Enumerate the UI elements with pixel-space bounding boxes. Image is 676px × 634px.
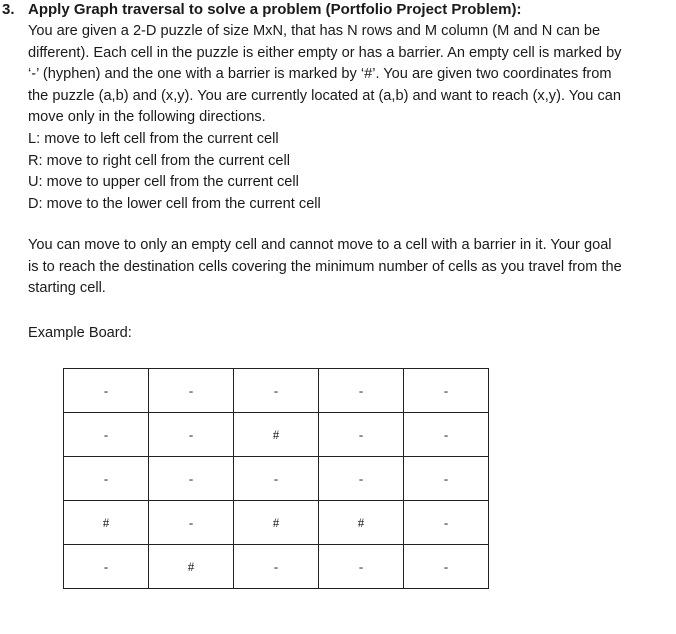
intro-line: move only in the following directions.	[28, 109, 266, 126]
problem-description	[28, 21, 668, 215]
board-row	[64, 457, 489, 501]
direction-down: D: move to the lower cell from the current cell	[28, 195, 321, 212]
goal-description	[28, 235, 668, 300]
board-cell-empty: -	[64, 413, 149, 457]
board-cell-empty: -	[319, 369, 404, 413]
board-cell-empty: -	[404, 413, 489, 457]
board-cell-empty: -	[149, 501, 234, 545]
problem-number: 3.	[2, 1, 15, 18]
board-cell-empty: -	[149, 369, 234, 413]
board-cell-barrier: #	[234, 501, 319, 545]
board-cell-empty: -	[234, 545, 319, 589]
board-cell-empty: -	[319, 413, 404, 457]
problem-heading	[2, 0, 521, 20]
board-cell-empty: -	[319, 545, 404, 589]
board-cell-empty: -	[319, 457, 404, 501]
board-cell-empty: -	[234, 457, 319, 501]
board-row	[64, 369, 489, 413]
intro-line: different). Each cell in the puzzle is either empty or has a barrier. An empty cell is marked by	[28, 44, 622, 61]
board-cell-empty: -	[64, 369, 149, 413]
board-cell-empty: -	[404, 501, 489, 545]
goal-line: starting cell.	[28, 280, 106, 297]
direction-up: U: move to upper cell from the current cell	[28, 174, 299, 191]
board-row	[64, 545, 489, 589]
board-cell-empty: -	[64, 457, 149, 501]
intro-line: ‘-’ (hyphen) and the one with a barrier is marked by ‘#’. You are given two coordinates from	[28, 66, 612, 83]
goal-line: You can move to only an empty cell and cannot move to a cell with a barrier in it. Your goal	[28, 237, 612, 253]
example-board-label: Example Board:	[28, 325, 132, 341]
board-cell-empty: -	[149, 413, 234, 457]
problem-title: Apply Graph traversal to solve a problem (Portfolio Project Problem):	[28, 1, 522, 18]
board-row	[64, 501, 489, 545]
board-cell-empty: -	[404, 369, 489, 413]
goal-line: is to reach the destination cells covering the minimum number of cells as you travel from the	[28, 258, 622, 275]
board-cell-empty: -	[64, 545, 149, 589]
board-cell-empty: -	[234, 369, 319, 413]
board-cell-empty: -	[404, 457, 489, 501]
direction-right: R: move to right cell from the current cell	[28, 152, 290, 169]
direction-left: L: move to left cell from the current cell	[28, 130, 279, 147]
board-cell-barrier: #	[64, 501, 149, 545]
board-cell-empty: -	[404, 545, 489, 589]
board-cell-barrier: #	[234, 413, 319, 457]
board-cell-barrier: #	[149, 545, 234, 589]
board-row	[64, 413, 489, 457]
example-board	[63, 368, 489, 589]
board-cell-empty: -	[149, 457, 234, 501]
board-cell-barrier: #	[319, 501, 404, 545]
intro-line: You are given a 2-D puzzle of size MxN, that has N rows and M column (M and N can be	[28, 23, 601, 39]
intro-line: the puzzle (a,b) and (x,y). You are currently located at (a,b) and want to reach (x,y). You can	[28, 87, 621, 104]
